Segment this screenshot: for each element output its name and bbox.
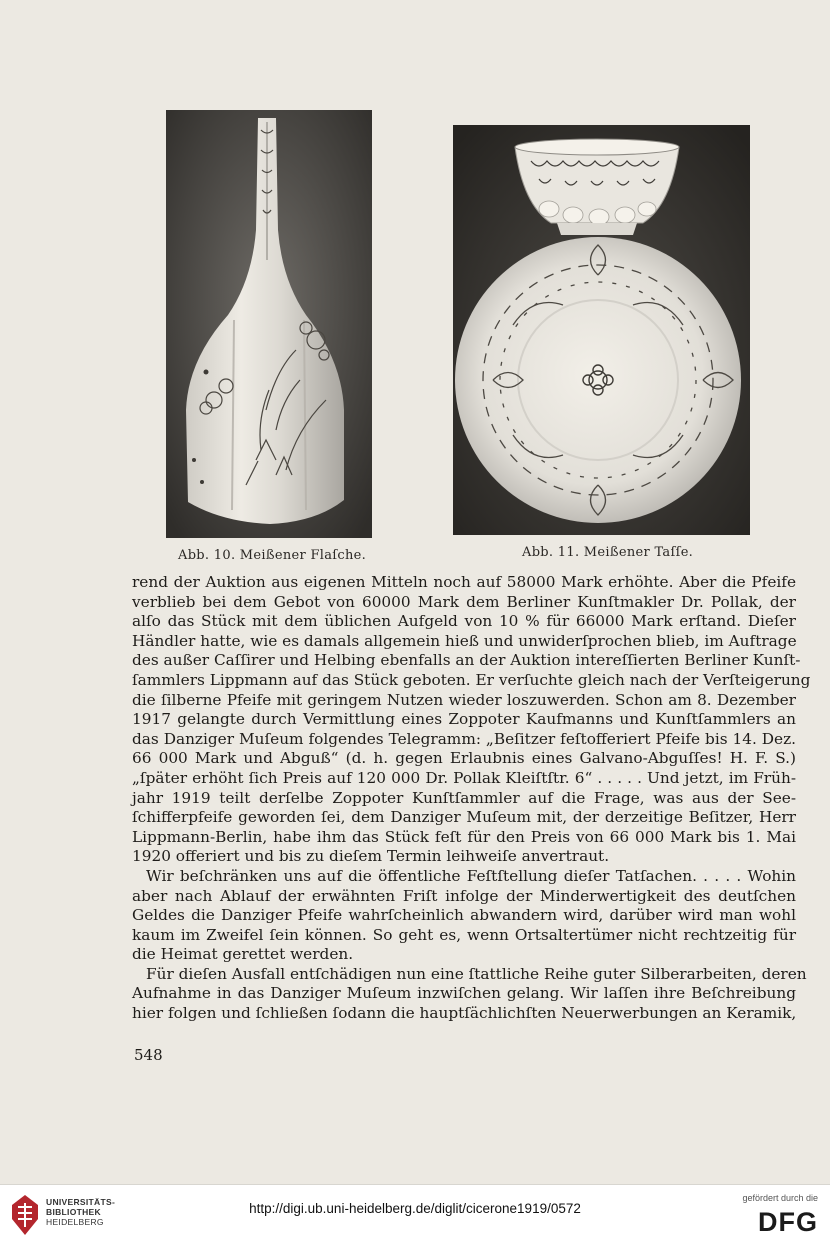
text-line: alſo das Stück mit dem üblichen Aufgeld von 10 % für 66000 Mark erſtand. Dieſer bbox=[132, 612, 796, 631]
funded-by-label: gefördert durch die bbox=[742, 1193, 818, 1203]
text-line: 1920 offeriert und bis zu dieſem Termin leihweiſe anvertraut. bbox=[132, 847, 610, 866]
text-line: verblieb bei dem Gebot von 60000 Mark dem Berliner Kunſtmakler Dr. Pollak, der bbox=[132, 592, 796, 611]
bottle-illustration bbox=[166, 110, 372, 538]
text-line: Händler hatte, wie es damals allgemein hieß und unwiderſprochen blieb, im Auftrage bbox=[132, 631, 797, 650]
text-line: 66 000 Mark und Abguß“ (d. h. gegen Erlaubnis eines Galvano-Abguſſes! H. F. S.) bbox=[132, 749, 796, 768]
text-line: die ſilberne Pfeife mit geringem Nutzen wieder loszuwerden. Schon am 8. Dezember bbox=[132, 690, 796, 709]
text-line: die Heimat gerettet werden. bbox=[132, 945, 354, 964]
text-line: Geldes die Danziger Pfeife wahrſcheinlich abwandern wird, darüber wird man wohl bbox=[132, 906, 796, 925]
text-line: „ſpäter erhöht ſich Preis auf 120 000 Dr. Pollak Kleiſtſtr. 6“ . . . . . Und jetzt, im Früh- bbox=[132, 768, 796, 787]
text-line: des außer Caſſirer und Helbing ebenfalls an der Auktion intereſſierten Berliner Kunſt- bbox=[132, 651, 801, 670]
text-line: aber nach Ablauf der erwähnten Friſt infolge der Minderwertigkeit des deutſchen bbox=[132, 886, 796, 905]
text-line: 1917 gelangte durch Vermittlung eines Zoppoter Kaufmanns und Kunſtſammlers an bbox=[132, 710, 796, 729]
text-line: Lippmann-Berlin, habe ihm das Stück feſt für den Preis von 66 000 Mark bis 1. Mai bbox=[132, 827, 796, 846]
text-line: ſammlers Lippmann auf das Stück geboten. Er verſuchte gleich nach der Verſteigerung bbox=[132, 670, 811, 689]
text-line: das Danziger Muſeum folgendes Telegramm: „Beſitzer feſtofferiert Pfeife bis 14. Dez. bbox=[132, 729, 796, 748]
text-line: kaum im Zweifel ſein können. So geht es, wenn Ortsaltertümer nicht rechtzeitig für bbox=[132, 925, 796, 944]
figure-10-caption: Abb. 10. Meißener Flaſche. bbox=[178, 548, 367, 563]
cup-saucer-illustration bbox=[453, 125, 750, 535]
text-line: Für dieſen Ausfall entſchädigen nun eine ſtattliche Reihe guter Silberarbeiten, deren bbox=[146, 964, 807, 983]
text-line: hier folgen und ſchließen ſodann die hauptſächlichſten Neuerwerbungen an Keramik, bbox=[132, 1004, 797, 1023]
footer-bar bbox=[0, 1184, 830, 1245]
meissen-cup-saucer-photo bbox=[453, 125, 750, 535]
text-line: Wir beſchränken uns auf die öffentliche Feſtſtellung dieſer Tatſachen. . . . . Wohin bbox=[146, 866, 796, 885]
source-url-link[interactable]: http://digi.ub.uni-heidelberg.de/diglit/cicerone1919/0572 bbox=[249, 1201, 581, 1216]
text-line: ſchifferpfeife geworden ſei, dem Danziger Muſeum mit, der derzeitige Beſitzer, Herr bbox=[132, 808, 796, 827]
page-number: 548 bbox=[134, 1046, 163, 1064]
meissen-bottle-photo bbox=[166, 110, 372, 538]
figure-11-caption: Abb. 11. Meißener Taſſe. bbox=[522, 545, 694, 560]
text-line: Aufnahme in das Danziger Muſeum inzwiſchen gelang. Wir laſſen ihre Beſchreibung bbox=[132, 984, 796, 1003]
university-library-name: UNIVERSITÄTS- BIBLIOTHEK HEIDELBERG bbox=[46, 1197, 116, 1227]
dfg-logo: DFG bbox=[758, 1207, 818, 1237]
text-line: jahr 1919 teilt derſelbe Zoppoter Kunſtſammler auf die Frage, was aus der See- bbox=[132, 788, 796, 807]
text-line: rend der Auktion aus eigenen Mitteln noch auf 58000 Mark erhöhte. Aber die Pfeife bbox=[132, 573, 796, 591]
body-text bbox=[132, 573, 811, 1024]
